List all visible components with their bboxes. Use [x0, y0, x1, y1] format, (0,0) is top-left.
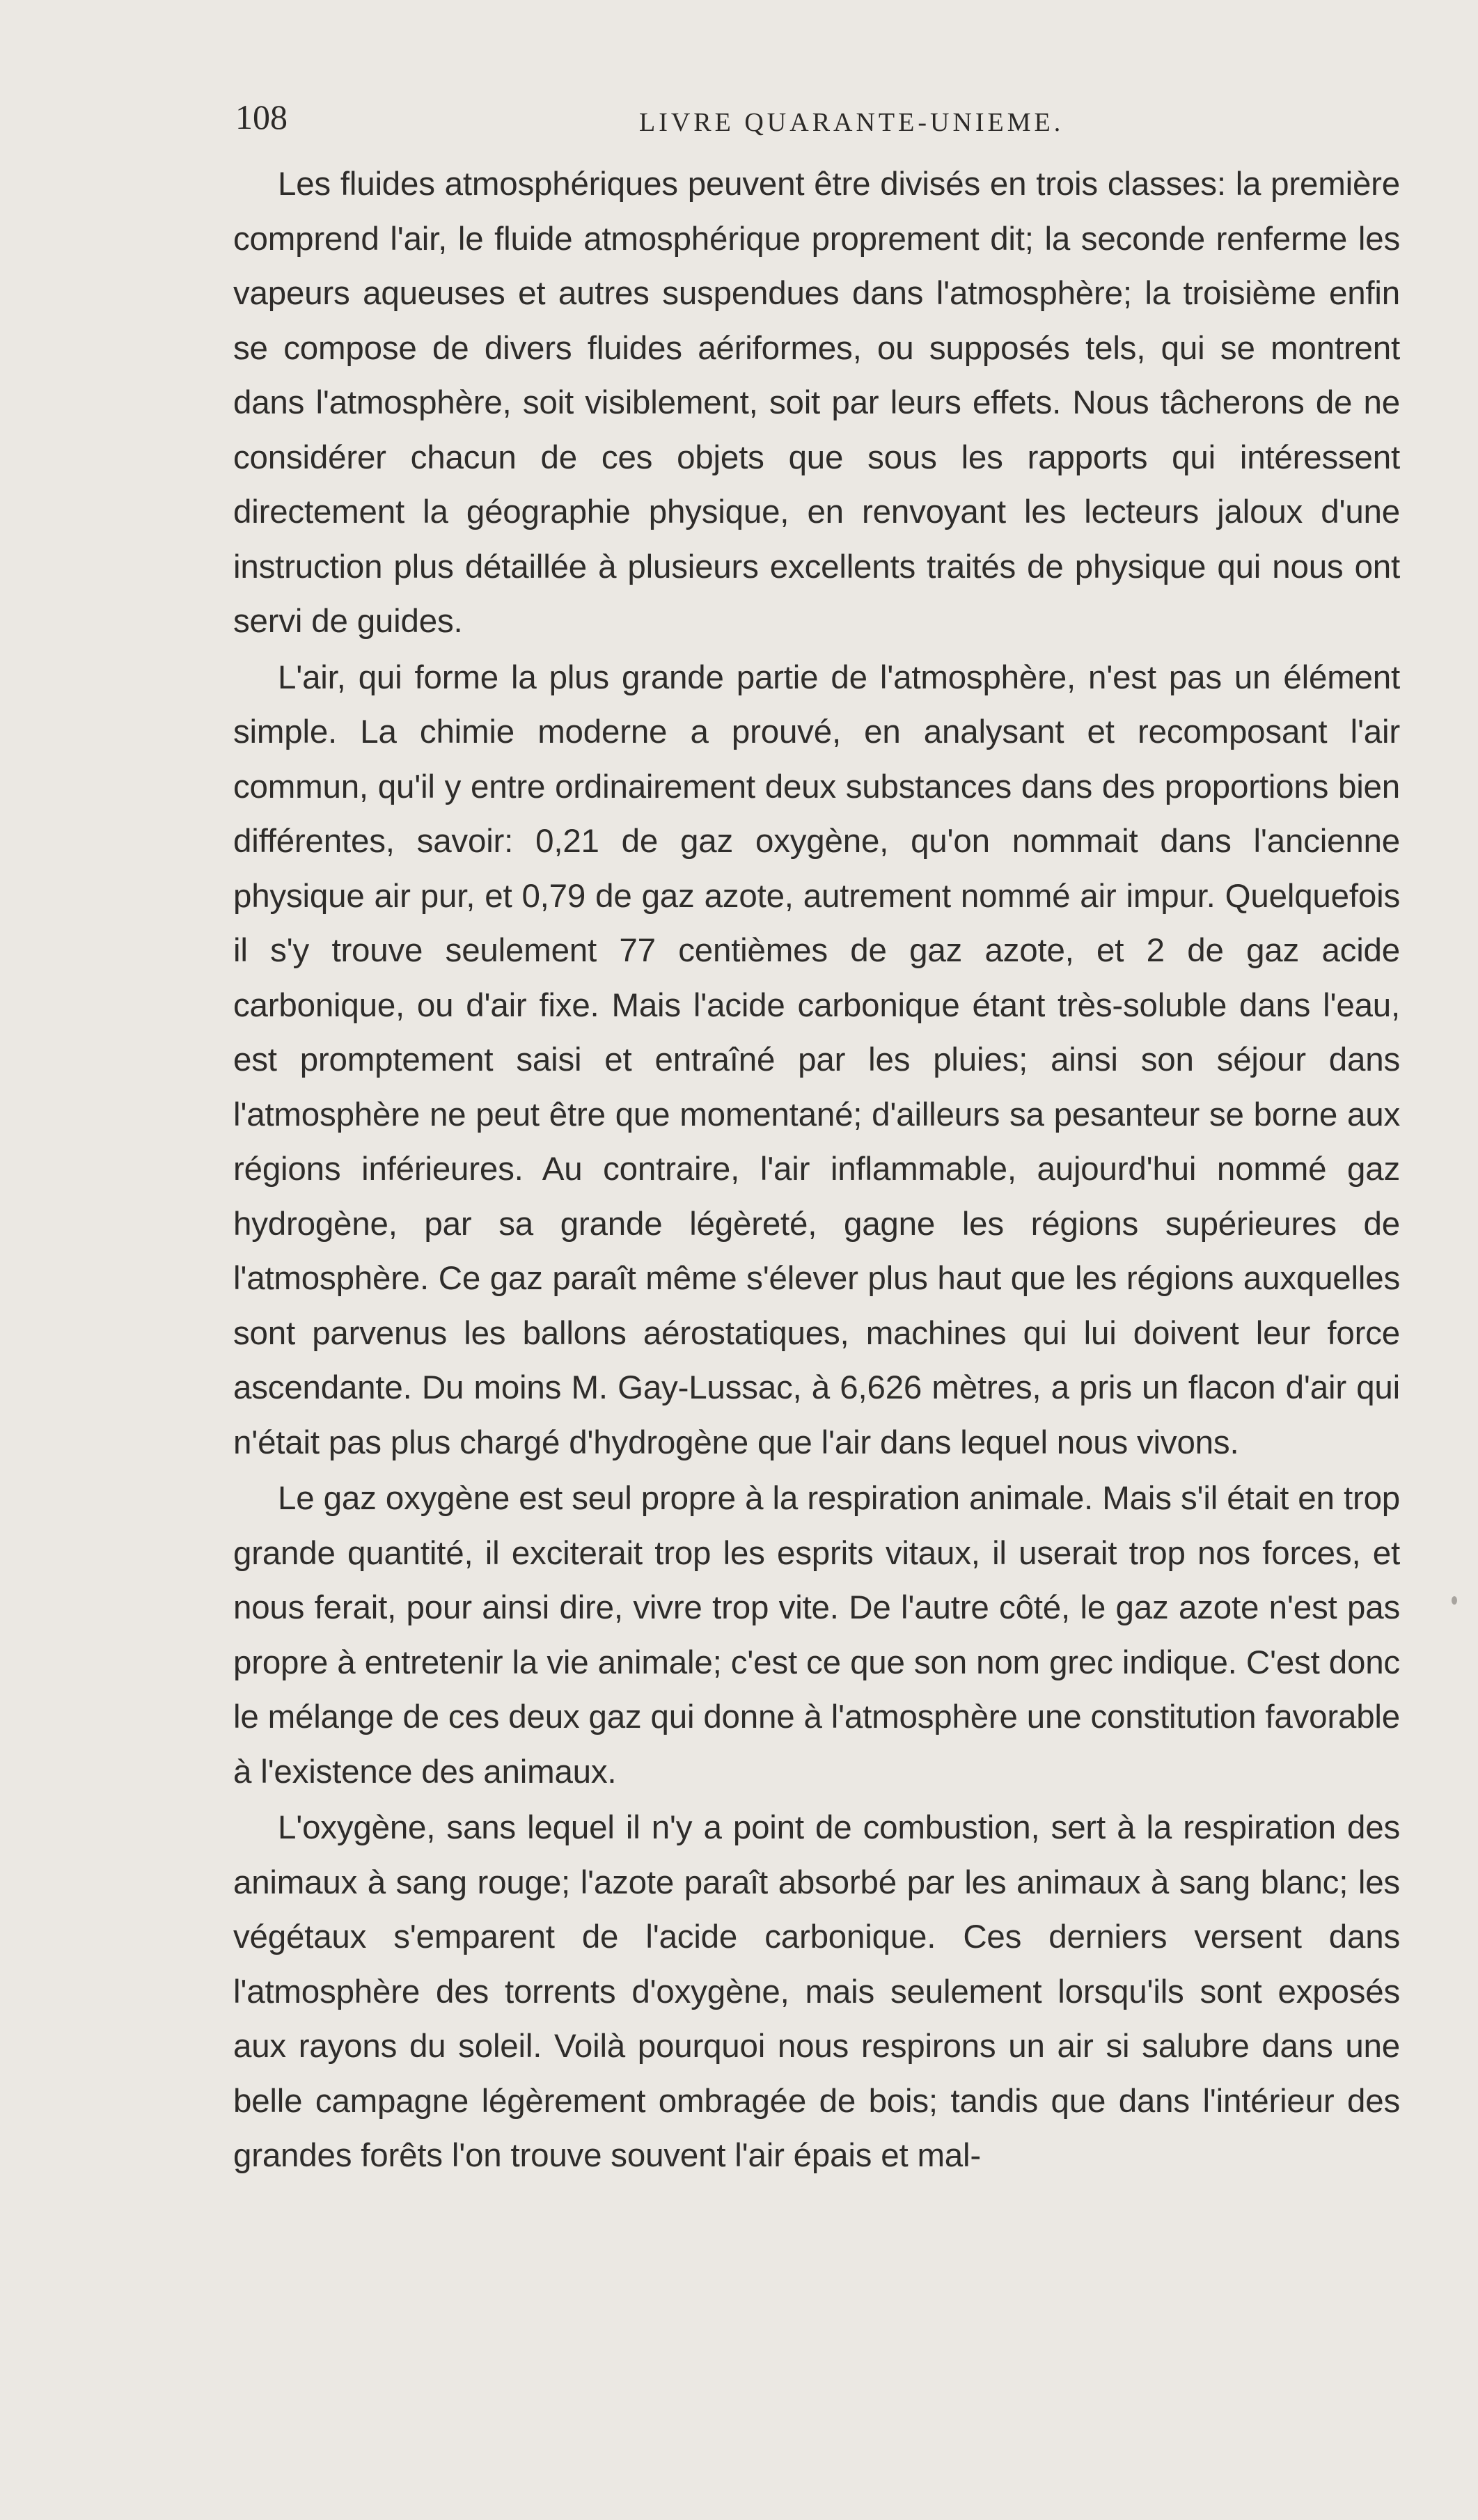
paragraph-oxygen-respiration: Le gaz oxygène est seul propre à la respiration animale. Mais s'il était en trop grande quantité, il exciterait trop les esprits vitaux, il userait trop nos forces, et nous ferait, pour ainsi dire, vivre trop vite. De l'autre côté, le gaz azote n'est pas propre à entretenir la vie animale; c'est ce que son nom grec indique. C'est donc le mélange de ces deux gaz qui donne à l'atmosphère une constitution favorable à l'existence des animaux.: [233, 1480, 1400, 1790]
page-number: 108: [235, 97, 288, 136]
paragraph-air-composition: L'air, qui forme la plus grande partie de l'atmosphère, n'est pas un élément simple. La chimie moderne a prouvé, en analysant et recomposant l'air commun, qu'il y entre ordinairement deux substances dans des proportions bien différentes, savoir: 0,21 de gaz oxygène, qu'on nommait dans l'ancienne physique air pur, et 0,79 de gaz azote, autrement nommé air impur. Quelquefois il s'y trouve seulement 77 centièmes de gaz azote, et 2 de gaz acide carbonique, ou d'air fixe. Mais l'acide carbonique étant très-soluble dans l'eau, est promptement saisi et entraîné par les pluies; ainsi son séjour dans l'atmosphère ne peut être que momentané; d'ailleurs sa pesanteur se borne aux régions inférieures. Au contraire, l'air inflammable, aujourd'hui nommé gaz hydrogène, par sa grande légèreté, gagne les régions supérieures de l'atmosphère. Ce gaz paraît même s'élever plus haut que les régions auxquelles sont parvenus les ballons aérostatiques, machines qui lui doivent leur force ascendante. Du moins M. Gay-Lussac, à 6,626 mètres, a pris un flacon d'air qui n'était pas plus chargé d'hydrogène que l'air dans lequel nous vivons.: [233, 659, 1400, 1461]
paragraph-atmospheric-fluids: Les fluides atmosphériques peuvent être divisés en trois classes: la première comprend l'air, le fluide atmosphérique proprement dit; la seconde renferme les vapeurs aqueuses et autres suspendues dans l'atmosphère; la troisième enfin se compose de divers fluides aériformes, ou supposés tels, qui se montrent dans l'atmosphère, soit visiblement, soit par leurs effets. Nous tâcherons de ne considérer chacun de ces objets que sous les rapports qui intéressent directement la géographie physique, en renvoyant les lecteurs jaloux d'une instruction plus détaillée à plusieurs excellents traités de physique qui nous ont servi de guides.: [233, 166, 1400, 640]
margin-ink-speck: [1452, 1596, 1457, 1605]
running-head: LIVRE QUARANTE-UNIEME.: [639, 108, 1064, 137]
body-text: [233, 157, 1400, 2184]
paragraph-oxygen-nitrogen-cycle: L'oxygène, sans lequel il n'y a point de combustion, sert à la respiration des animaux à sang rouge; l'azote paraît absorbé par les animaux à sang blanc; les végétaux s'emparent de l'acide carbonique. Ces derniers versent dans l'atmosphère des torrents d'oxygène, mais seulement lorsqu'ils sont exposés aux rayons du soleil. Voilà pourquoi nous respirons un air si salubre dans une belle campagne légèrement ombragée de bois; tandis que dans l'intérieur des grandes forêts l'on trouve souvent l'air épais et mal-: [233, 1809, 1400, 2174]
page-header: [235, 96, 1402, 145]
